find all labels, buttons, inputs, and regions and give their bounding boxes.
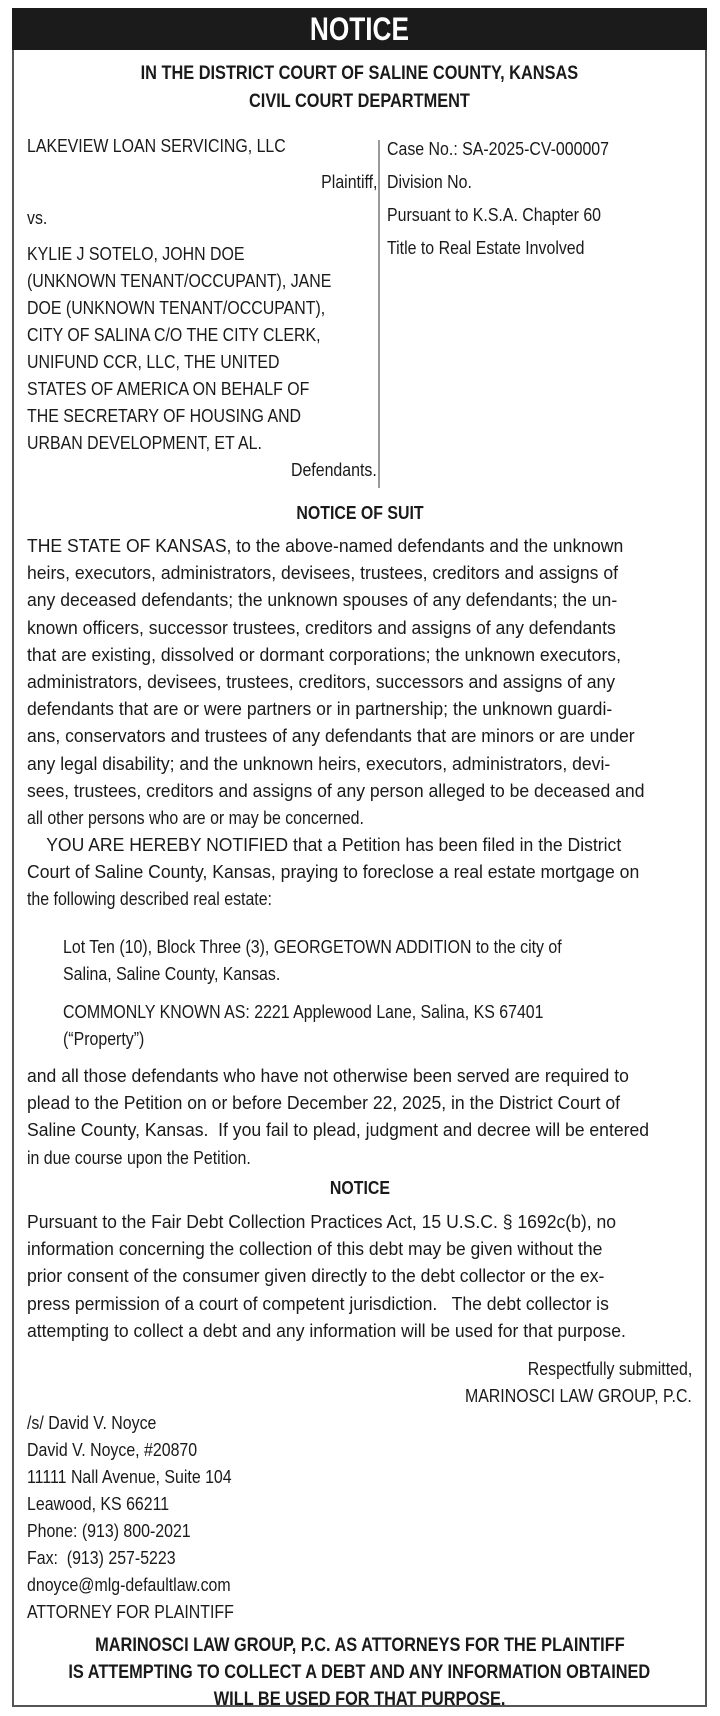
attorney-name: David V. Noyce, #20870	[27, 1439, 198, 1460]
plaintiff-name: LAKEVIEW LOAN SERVICING, LLC	[27, 135, 286, 156]
paragraph-line: attempting to collect a debt and any information will be used for that purpose.	[27, 1319, 626, 1341]
law-firm-name: MARINOSCI LAW GROUP, P.C.	[465, 1385, 692, 1406]
notice-of-suit-heading: NOTICE OF SUIT	[295, 502, 424, 523]
case-caption	[14, 132, 705, 492]
defendant-line: DOE (UNKNOWN TENANT/OCCUPANT),	[27, 297, 326, 318]
paragraph-line: THE STATE OF KANSAS, to the above-named defendants and the unknown	[27, 535, 624, 556]
notice-header-bar	[12, 8, 707, 50]
defendant-line: URBAN DEVELOPMENT, ET AL.	[27, 432, 262, 453]
fdcpa-notice-paragraph	[27, 1208, 692, 1344]
caption-divider	[378, 140, 380, 488]
paragraph-line: press permission of a court of competent jurisdiction. The debt collector is	[27, 1292, 609, 1314]
paragraph-line: that are existing, dissolved or dormant corporations; the unknown executors,	[27, 643, 621, 665]
paragraph-line: plead to the Petition on or before December 22, 2025, in the District Court of	[27, 1092, 621, 1114]
defendant-line: (UNKNOWN TENANT/OCCUPANT), JANE	[27, 270, 332, 291]
paragraph-line: all other persons who are or may be concerned.	[27, 806, 364, 828]
paragraph-line: and all those defendants who have not otherwise been served are required to	[27, 1065, 629, 1086]
versus-label: vs.	[27, 207, 48, 228]
notice-of-suit-paragraph-3	[27, 1062, 692, 1171]
paragraph-line: the following described real estate:	[27, 888, 272, 910]
paragraph-line: Saline County, Kansas. If you fail to plead, judgment and decree will be entered	[27, 1119, 650, 1141]
attorney-address-street: 11111 Nall Avenue, Suite 104	[27, 1466, 232, 1487]
closing-text: Respectfully submitted,	[527, 1358, 692, 1379]
paragraph-line: administrators, devisees, trustees, creditors, successors and assigns of any	[27, 670, 616, 692]
case-number: Case No.: SA-2025-CV-000007	[387, 138, 609, 159]
warning-line: WILL BE USED FOR THAT PURPOSE.	[213, 1689, 506, 1710]
defendants-label: Defendants.	[291, 459, 377, 480]
warning-line: MARINOSCI LAW GROUP, P.C. AS ATTORNEYS FOR THE PLAINTIFF	[94, 1635, 625, 1656]
caption-parties	[27, 132, 377, 483]
attorney-signature-block	[27, 1409, 427, 1625]
signature-line: /s/ David V. Noyce	[27, 1412, 157, 1433]
debt-collection-warning	[14, 1632, 705, 1713]
property-address	[63, 998, 683, 1052]
legal-description	[63, 933, 683, 987]
paragraph-line: information concerning the collection of this debt may be given without the	[27, 1238, 603, 1260]
warning-line: IS ATTEMPTING TO COLLECT A DEBT AND ANY INFORMATION OBTAINED	[68, 1662, 651, 1683]
defendant-line: STATES OF AMERICA ON BEHALF OF	[27, 378, 310, 399]
attorney-email: dnoyce@mlg-defaultlaw.com	[27, 1574, 231, 1595]
court-name: IN THE DISTRICT COURT OF SALINE COUNTY, KANSAS	[140, 63, 579, 84]
paragraph-line: Pursuant to the Fair Debt Collection Practices Act, 15 U.S.C. § 1692c(b), no	[27, 1211, 617, 1232]
property-address-line: (“Property”)	[63, 1028, 145, 1049]
paragraph-line: known officers, successor trustees, creditors and assigns of any defendants	[27, 616, 616, 638]
defendant-line: CITY OF SALINA C/O THE CITY CLERK,	[27, 324, 321, 345]
attorney-phone: Phone: (913) 800-2021	[27, 1520, 191, 1541]
defendants-list	[27, 240, 377, 456]
plaintiff-label: Plaintiff,	[320, 171, 377, 192]
defendant-line: UNIFUND CCR, LLC, THE UNITED	[27, 351, 280, 372]
signature-closing	[292, 1355, 692, 1409]
legal-description-line: Lot Ten (10), Block Three (3), GEORGETOWN ADDITION to the city of	[63, 936, 562, 957]
paragraph-line: any legal disability; and the unknown heirs, executors, administrators, devi-	[27, 752, 611, 774]
paragraph-line: ans, conservators and trustees of any defendants that are minors or are under	[27, 725, 635, 747]
paragraph-line: sees, trustees, creditors and assigns of any person alleged to be deceased and	[27, 779, 645, 801]
paragraph-line: heirs, executors, administrators, devisees, trustees, creditors and assigns of	[27, 562, 618, 584]
legal-description-line: Salina, Saline County, Kansas.	[63, 963, 281, 984]
fdcpa-notice-heading: NOTICE	[329, 1177, 390, 1198]
paragraph-line: in due course upon the Petition.	[27, 1146, 251, 1168]
defendant-line: KYLIE J SOTELO, JOHN DOE	[27, 243, 245, 264]
case-details	[387, 132, 697, 264]
attorney-address-city: Leawood, KS 66211	[27, 1493, 170, 1514]
paragraph-line: defendants that are or were partners or in partnership; the unknown guardi-	[27, 698, 613, 720]
attorney-role: ATTORNEY FOR PLAINTIFF	[27, 1601, 234, 1622]
property-address-line: COMMONLY KNOWN AS: 2221 Applewood Lane, Salina, KS 67401	[63, 1001, 544, 1022]
defendant-line: THE SECRETARY OF HOUSING AND	[27, 405, 302, 426]
notice-title: NOTICE	[309, 11, 410, 47]
legal-notice-frame	[12, 8, 707, 1710]
division-number: Division No.	[387, 171, 472, 192]
paragraph-line: YOU ARE HEREBY NOTIFIED that a Petition has been filed in the District	[27, 834, 622, 856]
paragraph-line: any deceased defendants; the unknown spouses of any defendants; the un-	[27, 589, 618, 611]
real-estate-note: Title to Real Estate Involved	[387, 237, 585, 258]
attorney-fax: Fax: (913) 257-5223	[27, 1547, 176, 1568]
court-department: CIVIL COURT DEPARTMENT	[249, 91, 470, 112]
notice-of-suit-paragraph-1	[27, 532, 692, 913]
paragraph-line: prior consent of the consumer given directly to the debt collector or the ex-	[27, 1265, 605, 1287]
paragraph-line: Court of Saline County, Kansas, praying to foreclose a real estate mortgage on	[27, 861, 640, 883]
court-title	[14, 60, 705, 116]
statute-reference: Pursuant to K.S.A. Chapter 60	[387, 204, 602, 225]
